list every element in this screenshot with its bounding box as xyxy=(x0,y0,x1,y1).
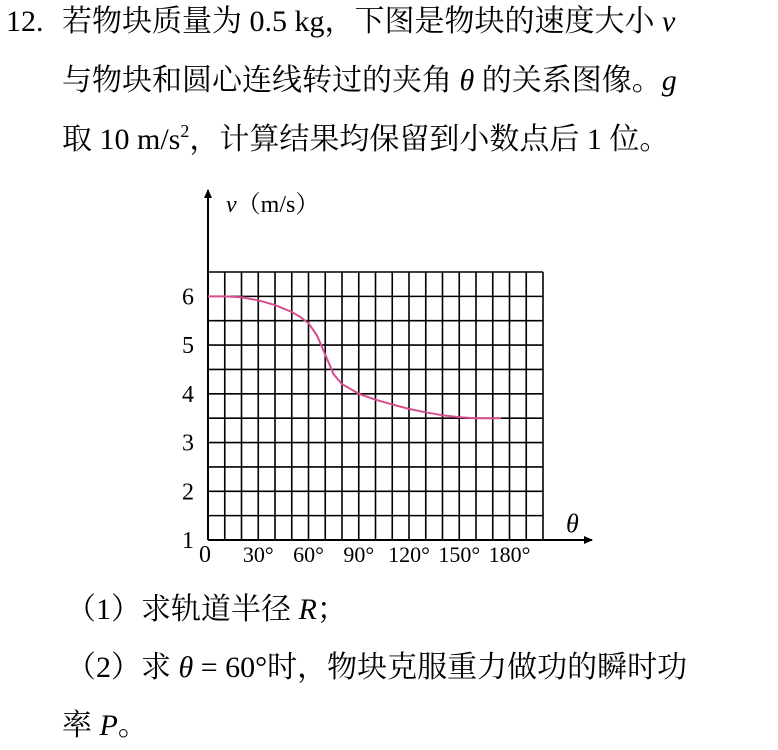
y-axis-unit: （m/s） xyxy=(236,192,320,218)
q2-text-a: （2）求 xyxy=(66,651,179,684)
x-axis-label: θ xyxy=(566,509,579,538)
x-tick-labels xyxy=(243,542,531,567)
superscript-2: 2 xyxy=(180,121,190,141)
line1-text: 若物块质量为 0.5 kg，下图是物块的速度大小 xyxy=(62,5,662,38)
line3-text-a: 取 10 m/s xyxy=(62,123,181,156)
q2-text-b: = 60°时，物块克服重力做功的瞬时功 xyxy=(193,651,688,684)
x-tick-label: 150° xyxy=(438,542,481,567)
question-2 xyxy=(66,648,687,688)
y-tick-label: 5 xyxy=(182,333,194,360)
x-tick-label: 90° xyxy=(343,542,375,567)
y-tick-label: 4 xyxy=(182,381,194,408)
var-R: R xyxy=(298,593,317,626)
var-P: P xyxy=(99,709,118,742)
var-theta-q2: θ xyxy=(178,651,194,684)
question-1 xyxy=(66,590,347,630)
var-theta: θ xyxy=(459,64,475,97)
chart-grid xyxy=(208,272,543,540)
q3-text-a: 率 xyxy=(62,709,100,742)
question-2-cont xyxy=(62,706,148,746)
q3-text-b: 。 xyxy=(117,709,148,742)
line2-text-b: 的关系图像。 xyxy=(474,64,662,97)
y-axis-var: v xyxy=(226,192,237,218)
problem-line-3 xyxy=(62,120,669,160)
velocity-curve xyxy=(208,296,501,418)
y-tick-label: 6 xyxy=(182,284,194,311)
problem-number: 12. xyxy=(6,5,44,38)
origin-label: 0 xyxy=(199,542,211,568)
x-tick-label: 60° xyxy=(293,542,324,567)
problem-line-1 xyxy=(62,2,675,42)
problem-line-2 xyxy=(62,61,677,101)
velocity-angle-chart xyxy=(160,182,600,577)
line2-text-a: 与物块和圆心连线转过的夹角 xyxy=(62,64,460,97)
y-tick-labels xyxy=(182,284,194,554)
y-tick-label: 2 xyxy=(182,479,194,506)
q1-text-a: （1）求轨道半径 xyxy=(66,593,299,626)
y-axis-label xyxy=(226,192,319,218)
x-tick-label: 180° xyxy=(488,542,531,567)
y-tick-label: 3 xyxy=(182,430,194,457)
x-tick-label: 120° xyxy=(388,542,430,567)
x-tick-label: 30° xyxy=(242,542,274,567)
var-v: v xyxy=(662,5,676,38)
line3-text-b: ，计算结果均保留到小数点后 1 位。 xyxy=(189,123,670,156)
var-g: g xyxy=(661,64,677,97)
y-tick-label: 1 xyxy=(182,528,194,554)
q1-text-b: ； xyxy=(316,593,347,626)
